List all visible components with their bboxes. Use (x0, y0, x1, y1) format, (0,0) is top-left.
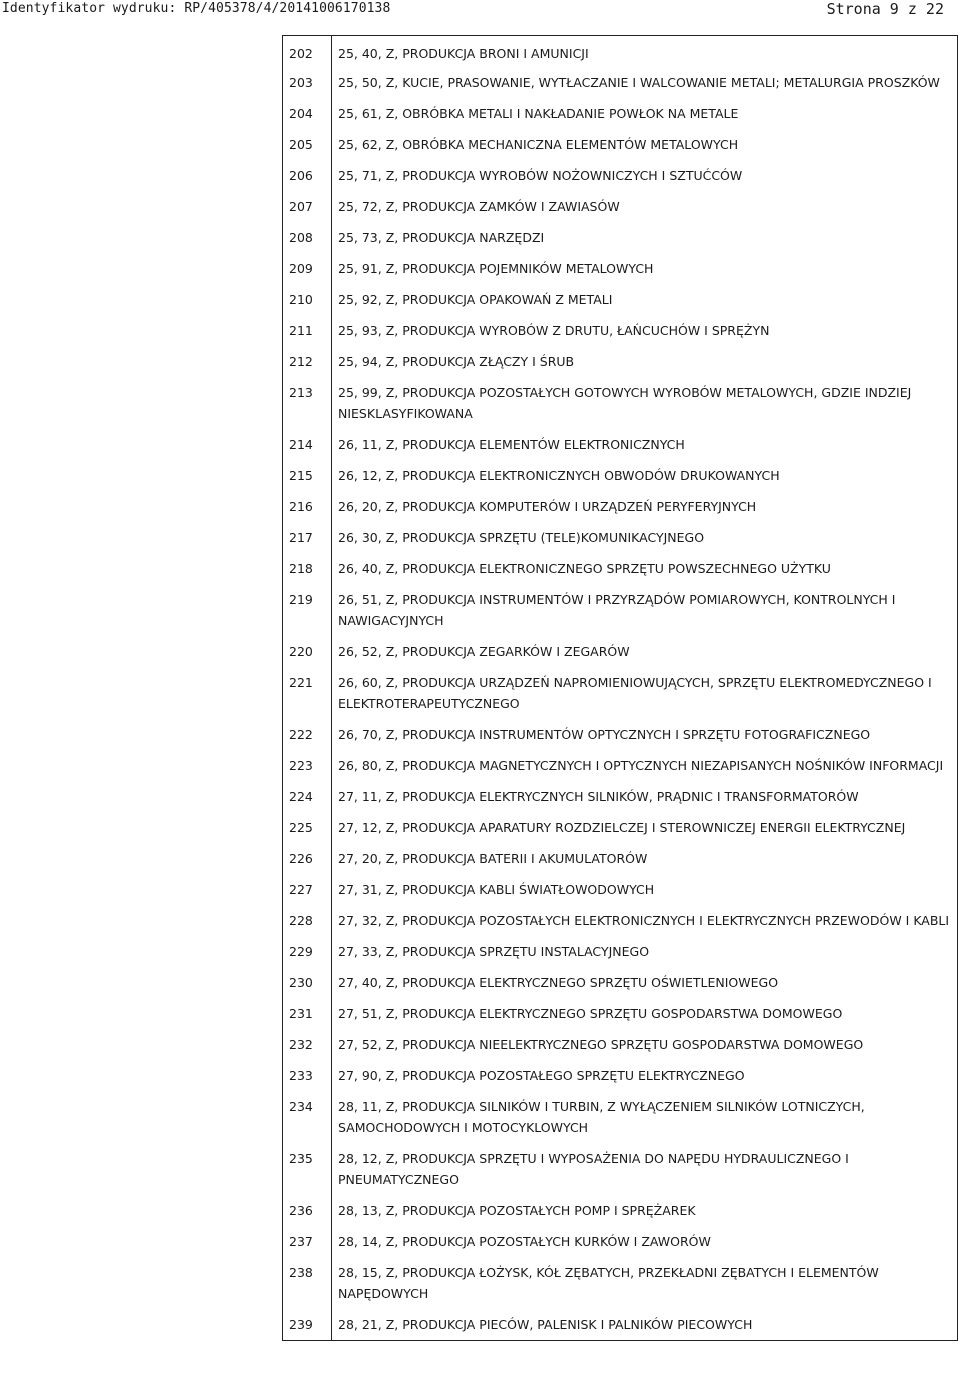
row-description: 25, 40, Z, PRODUKCJA BRONI I AMUNICJI (338, 46, 589, 61)
row-number: 230 (289, 975, 313, 990)
row-description: 26, 52, Z, PRODUKCJA ZEGARKÓW I ZEGARÓW (338, 644, 630, 659)
table-row (283, 522, 957, 553)
table-row (283, 1195, 957, 1226)
table-row (283, 346, 957, 377)
row-description: 25, 92, Z, PRODUKCJA OPAKOWAŃ Z METALI (338, 292, 613, 307)
row-description: 28, 14, Z, PRODUKCJA POZOSTAŁYCH KURKÓW I ZAWORÓW (338, 1234, 711, 1249)
table-row (283, 284, 957, 315)
row-description: 26, 40, Z, PRODUKCJA ELEKTRONICZNEGO SPRZĘTU POWSZECHNEGO UŻYTKU (338, 561, 831, 576)
row-description: 27, 40, Z, PRODUKCJA ELEKTRYCZNEGO SPRZĘTU OŚWIETLENIOWEGO (338, 975, 779, 990)
table-row (283, 429, 957, 460)
table-row (283, 1060, 957, 1091)
row-description: 25, 72, Z, PRODUKCJA ZAMKÓW I ZAWIASÓW (338, 199, 620, 214)
row-number: 207 (289, 199, 313, 214)
row-number: 206 (289, 168, 313, 183)
row-number: 205 (289, 137, 313, 152)
row-description: 27, 90, Z, PRODUKCJA POZOSTAŁEGO SPRZĘTU ELEKTRYCZNEGO (338, 1068, 745, 1083)
table-row (283, 67, 957, 98)
table-row (283, 98, 957, 129)
table-row (283, 377, 957, 429)
row-description: 25, 71, Z, PRODUKCJA WYROBÓW NOŻOWNICZYCH I SZTUĆCÓW (338, 168, 743, 183)
table-row (283, 998, 957, 1029)
row-number: 229 (289, 944, 313, 959)
table-row (283, 905, 957, 936)
row-number: 209 (289, 261, 313, 276)
row-number: 218 (289, 561, 313, 576)
row-description: 26, 80, Z, PRODUKCJA MAGNETYCZNYCH I OPTYCZNYCH NIEZAPISANYCH NOŚNIKÓW INFORMACJI (338, 758, 944, 773)
row-description: 25, 73, Z, PRODUKCJA NARZĘDZI (338, 230, 545, 245)
table-row (283, 553, 957, 584)
table-row (283, 253, 957, 284)
table-row (283, 812, 957, 843)
row-number: 210 (289, 292, 313, 307)
table-row (283, 315, 957, 346)
row-description: 26, 11, Z, PRODUKCJA ELEMENTÓW ELEKTRONICZNYCH (338, 437, 685, 452)
table-row (283, 1226, 957, 1257)
row-description: 25, 91, Z, PRODUKCJA POJEMNIKÓW METALOWYCH (338, 261, 654, 276)
row-description: 28, 15, Z, PRODUKCJA ŁOŻYSK, KÓŁ ZĘBATYCH, PRZEKŁADNI ZĘBATYCH I ELEMENTÓW NAPĘDOWYCH (338, 1265, 879, 1301)
row-number: 232 (289, 1037, 313, 1052)
row-number: 220 (289, 644, 313, 659)
row-description: 27, 51, Z, PRODUKCJA ELEKTRYCZNEGO SPRZĘTU GOSPODARSTWA DOMOWEGO (338, 1006, 843, 1021)
row-number: 211 (289, 323, 313, 338)
row-description: 26, 12, Z, PRODUKCJA ELEKTRONICZNYCH OBWODÓW DRUKOWANYCH (338, 468, 780, 483)
row-number: 239 (289, 1317, 313, 1332)
row-description: 26, 70, Z, PRODUKCJA INSTRUMENTÓW OPTYCZNYCH I SPRZĘTU FOTOGRAFICZNEGO (338, 727, 871, 742)
table-row (283, 967, 957, 998)
row-number: 231 (289, 1006, 313, 1021)
table-row (283, 874, 957, 905)
row-number: 203 (289, 75, 313, 90)
table-row (283, 191, 957, 222)
row-number: 224 (289, 789, 313, 804)
row-description: 25, 50, Z, KUCIE, PRASOWANIE, WYTŁACZANIE I WALCOWANIE METALI; METALURGIA PROSZKÓW (338, 75, 940, 90)
row-description: 27, 33, Z, PRODUKCJA SPRZĘTU INSTALACYJNEGO (338, 944, 650, 959)
row-number: 227 (289, 882, 313, 897)
row-number: 238 (289, 1265, 313, 1280)
table-row (283, 36, 957, 67)
page-number: Strona 9 z 22 (826, 0, 944, 18)
row-description: 25, 93, Z, PRODUKCJA WYROBÓW Z DRUTU, ŁAŃCUCHÓW I SPRĘŻYN (338, 323, 770, 338)
row-description: 27, 52, Z, PRODUKCJA NIEELEKTRYCZNEGO SPRZĘTU GOSPODARSTWA DOMOWEGO (338, 1037, 864, 1052)
row-number: 219 (289, 592, 313, 607)
row-number: 202 (289, 46, 313, 61)
row-description: 28, 11, Z, PRODUKCJA SILNIKÓW I TURBIN, Z WYŁĄCZENIEM SILNIKÓW LOTNICZYCH, SAMOCHODOWYCH I MOTOCYKLOWYCH (338, 1099, 865, 1135)
table-row (283, 584, 957, 636)
row-number: 208 (289, 230, 313, 245)
row-number: 215 (289, 468, 313, 483)
row-description: 27, 20, Z, PRODUKCJA BATERII I AKUMULATORÓW (338, 851, 648, 866)
table-row (283, 1091, 957, 1143)
row-number: 213 (289, 385, 313, 400)
table-row (283, 936, 957, 967)
row-description: 28, 13, Z, PRODUKCJA POZOSTAŁYCH POMP I SPRĘŻAREK (338, 1203, 696, 1218)
row-number: 204 (289, 106, 313, 121)
row-number: 217 (289, 530, 313, 545)
row-number: 234 (289, 1099, 313, 1114)
row-description: 28, 12, Z, PRODUKCJA SPRZĘTU I WYPOSAŻENIA DO NAPĘDU HYDRAULICZNEGO I PNEUMATYCZNEGO (338, 1151, 849, 1187)
row-description: 26, 60, Z, PRODUKCJA URZĄDZEŃ NAPROMIENIOWUJĄCYCH, SPRZĘTU ELEKTROMEDYCZNEGO I ELEKTROTERAPEUTYCZNEGO (338, 675, 932, 711)
table-row (283, 719, 957, 750)
table-row (283, 750, 957, 781)
row-description: 27, 31, Z, PRODUKCJA KABLI ŚWIATŁOWODOWYCH (338, 882, 655, 897)
table-row (283, 667, 957, 719)
table-row (283, 843, 957, 874)
row-description: 26, 20, Z, PRODUKCJA KOMPUTERÓW I URZĄDZEŃ PERYFERYJNYCH (338, 499, 757, 514)
row-number: 233 (289, 1068, 313, 1083)
row-description: 25, 94, Z, PRODUKCJA ZŁĄCZY I ŚRUB (338, 354, 575, 369)
row-number: 226 (289, 851, 313, 866)
print-identifier: Identyfikator wydruku: RP/405378/4/20141006170138 (2, 1, 391, 16)
table-row (283, 460, 957, 491)
row-description: 25, 99, Z, PRODUKCJA POZOSTAŁYCH GOTOWYCH WYROBÓW METALOWYCH, GDZIE INDZIEJ NIESKLASYFIKOWANA (338, 385, 912, 421)
row-description: 27, 32, Z, PRODUKCJA POZOSTAŁYCH ELEKTRONICZNYCH I ELEKTRYCZNYCH PRZEWODÓW I KABLI (338, 913, 950, 928)
row-number: 225 (289, 820, 313, 835)
table-row (283, 1309, 957, 1340)
page-header (0, 0, 960, 20)
row-description: 25, 62, Z, OBRÓBKA MECHANICZNA ELEMENTÓW METALOWYCH (338, 137, 739, 152)
row-description: 28, 21, Z, PRODUKCJA PIECÓW, PALENISK I PALNIKÓW PIECOWYCH (338, 1317, 753, 1332)
row-description: 26, 51, Z, PRODUKCJA INSTRUMENTÓW I PRZYRZĄDÓW POMIAROWYCH, KONTROLNYCH I NAWIGACYJNYCH (338, 592, 896, 628)
row-number: 235 (289, 1151, 313, 1166)
row-number: 216 (289, 499, 313, 514)
row-description: 25, 61, Z, OBRÓBKA METALI I NAKŁADANIE POWŁOK NA METALE (338, 106, 739, 121)
table-row (283, 1143, 957, 1195)
row-number: 214 (289, 437, 313, 452)
row-number: 212 (289, 354, 313, 369)
row-number: 228 (289, 913, 313, 928)
row-description: 27, 12, Z, PRODUKCJA APARATURY ROZDZIELCZEJ I STEROWNICZEJ ENERGII ELEKTRYCZNEJ (338, 820, 906, 835)
table-row (283, 491, 957, 522)
table-row (283, 781, 957, 812)
pkd-codes-table (282, 35, 958, 1341)
table-row (283, 1257, 957, 1309)
row-number: 236 (289, 1203, 313, 1218)
row-number: 221 (289, 675, 313, 690)
row-number: 237 (289, 1234, 313, 1249)
row-number: 223 (289, 758, 313, 773)
table-row (283, 160, 957, 191)
table-row (283, 222, 957, 253)
table-row (283, 129, 957, 160)
table-row (283, 1029, 957, 1060)
row-description: 27, 11, Z, PRODUKCJA ELEKTRYCZNYCH SILNIKÓW, PRĄDNIC I TRANSFORMATORÓW (338, 789, 859, 804)
table-row (283, 636, 957, 667)
row-number: 222 (289, 727, 313, 742)
row-description: 26, 30, Z, PRODUKCJA SPRZĘTU (TELE)KOMUNIKACYJNEGO (338, 530, 705, 545)
